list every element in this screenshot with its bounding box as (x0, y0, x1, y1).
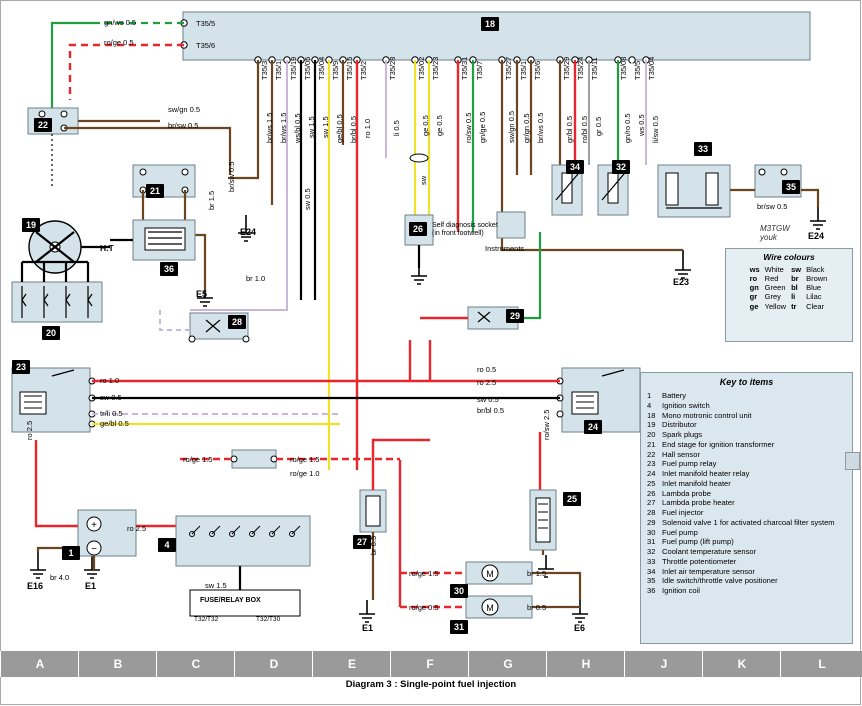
key-to-items-panel (640, 372, 853, 644)
wire-colour-code: br (791, 274, 799, 284)
ecu-terminal-label: T35/19 (289, 56, 298, 80)
wire-colour-name: White (764, 265, 784, 274)
wire-colour-name: Red (764, 274, 779, 284)
component-badge-21: 21 (146, 184, 164, 198)
key-item-number: 18 (647, 410, 656, 420)
component-badge-18: 18 (481, 17, 499, 31)
ecu-terminal-label: T35/29 (562, 56, 571, 80)
key-item-number: 32 (647, 547, 656, 556)
component-badge-31: 31 (450, 620, 468, 634)
ecu-terminal-label: T35/1 (274, 60, 283, 80)
wire-colours-panel (725, 248, 853, 342)
component-badge-22: 22 (34, 118, 52, 132)
key-item-desc: Throttle potentiometer (662, 556, 737, 566)
component-badge-4: 4 (158, 538, 176, 552)
footer-cell-b: B (78, 651, 157, 677)
wire-label: sw 1.5 (205, 581, 227, 590)
wire-label: ge/bl 0.5 (100, 419, 129, 428)
key-item (647, 547, 848, 557)
key-item (647, 489, 848, 499)
component-badge-28: 28 (228, 315, 246, 329)
wire-colour-name: Blue (806, 283, 822, 293)
wire-colour-code: ge (749, 301, 759, 311)
wire-colour-code: bl (791, 283, 798, 293)
key-item-desc: Ignition coil (662, 586, 700, 595)
svg-text:+: + (91, 520, 97, 531)
wire-colour-name: Brown (806, 274, 828, 284)
wire-label: br 4.0 (50, 573, 70, 582)
wire-label: br/sw 0.5 (168, 121, 199, 130)
key-item-desc: Mono motronic control unit (662, 410, 752, 420)
ecu-terminal-label: T35/3 (260, 60, 269, 80)
component-badge-1: 1 (62, 546, 80, 560)
key-item (647, 411, 848, 421)
earth-label: E1 (85, 581, 97, 591)
key-item-desc: Fuel injector (662, 508, 704, 517)
key-item-desc: Battery (662, 391, 687, 400)
key-item (647, 440, 848, 450)
wire-label: sw 1.5 (321, 116, 330, 138)
key-item-number: 36 (647, 586, 656, 595)
wire-label: ro 1.0 (363, 118, 372, 138)
earth-label: E1 (362, 623, 374, 633)
component-badge-32: 32 (612, 160, 630, 174)
wire-label: br 0.5 (527, 603, 547, 612)
key-item-number: 33 (647, 556, 656, 566)
wire-label: sw/gn 0.5 (507, 110, 516, 143)
key-item (647, 498, 848, 508)
wire-colour-code: gr (749, 292, 758, 302)
page-side-tab[interactable] (845, 452, 860, 470)
fuse-relay-box-right-terminal: T32/T30 (256, 616, 281, 623)
footer-cell-j: J (624, 651, 703, 677)
key-item-desc: Inlet manifold heater (662, 478, 731, 488)
key-item-desc: Lambda probe heater (662, 498, 735, 508)
key-item (647, 518, 848, 528)
key-item (647, 528, 848, 538)
footer-cell-f: F (390, 651, 469, 677)
wire-colour-code: sw (791, 265, 802, 274)
wire-colour-code: li (791, 292, 796, 302)
key-item-desc: Fuel pump (662, 527, 698, 537)
key-item (647, 391, 848, 401)
ecu-terminal-label: T35/6 (196, 41, 216, 50)
key-item-number: 20 (647, 430, 656, 439)
wire-colour-code: gn (749, 283, 759, 293)
ecu-terminal-label: T35/5 (633, 60, 642, 80)
wire-label: br/bl 0.5 (477, 406, 505, 415)
footer-cell-h: H (546, 651, 625, 677)
key-item (647, 459, 848, 469)
wire-label: tr/li 0.5 (100, 409, 123, 418)
wire-colour-code: ws (749, 265, 760, 274)
component-badge-20: 20 (42, 326, 60, 340)
component-badge-25: 25 (563, 492, 581, 506)
component-badge-19: 19 (22, 218, 40, 232)
ecu-terminal-label: T35/7 (475, 60, 484, 80)
wire-label: gn/ge 0.5 (478, 111, 487, 143)
wire-label: sw/gn 0.5 (168, 105, 201, 114)
footer-cell-g: G (468, 651, 547, 677)
key-item (647, 508, 848, 518)
wire-colours-title: Wire colours (763, 252, 815, 262)
key-item-number: 31 (647, 537, 656, 547)
ecu-terminal-label: T35/24 (576, 56, 585, 80)
wire-label: ro/ge 1.5 (290, 455, 320, 464)
key-item-number: 1 (647, 391, 652, 400)
key-item-desc: Fuel pump relay (662, 459, 717, 469)
wire-label: gr/bl 0.5 (565, 115, 574, 143)
wire-colour-name: Lilac (806, 292, 822, 302)
component-badge-29: 29 (506, 309, 524, 323)
wire-label: ge 0.5 (421, 115, 430, 136)
wire-label: sw (419, 175, 428, 185)
key-item-desc: Lambda probe (662, 488, 711, 498)
ecu-terminal-label: T35/15 (345, 56, 354, 80)
signature: M3TGW youk (760, 224, 790, 242)
wire-label: ro 2.5 (127, 524, 147, 533)
wire-colour-code: ro (749, 274, 758, 284)
ecu-terminal-label: T35/9 (331, 60, 340, 80)
key-item-number: 21 (647, 439, 656, 449)
key-item-number: 26 (647, 488, 656, 498)
wire-label: sw 0.5 (303, 188, 312, 210)
key-item-desc: Idle switch/throttle valve positioner (662, 576, 778, 586)
wire-label: sw 1.5 (307, 116, 316, 138)
svg-text:M: M (486, 569, 494, 579)
ecu-terminal-label: T35/1 (519, 60, 528, 80)
key-item-desc: Coolant temperature sensor (662, 547, 757, 556)
wire-label: br 1.5 (527, 569, 547, 578)
footer-cell-e: E (312, 651, 391, 677)
wire-label: ws/bl 0.5 (293, 113, 302, 143)
wire-label: br/ws 1.5 (265, 112, 274, 143)
key-item (647, 420, 848, 430)
ecu-terminal-label: T35/08 (619, 56, 628, 80)
key-item (647, 537, 848, 547)
key-item (647, 576, 848, 586)
key-item-desc: Inlet manifold heater relay (662, 469, 750, 478)
ecu-terminal-label: T35/04 (647, 56, 656, 80)
svg-text:M: M (486, 603, 494, 613)
earth-label: E24 (240, 227, 257, 237)
key-item-desc: Spark plugs (662, 430, 703, 439)
key-item-number: 34 (647, 566, 656, 576)
key-item-desc: Ignition switch (662, 400, 710, 410)
component-badge-34: 34 (566, 160, 584, 174)
ecu-terminal-label: T35/02 (417, 56, 426, 80)
key-item-number: 30 (647, 527, 656, 537)
wire-label: ro/bl 0.5 (580, 115, 589, 143)
ecu-terminal-label: T35/11 (590, 57, 599, 80)
wire-label: br/ws 1.5 (279, 112, 288, 143)
wire-label: ro/sw 2.5 (542, 409, 551, 440)
ecu-terminal-label: T35/04 (317, 56, 326, 80)
ecu-terminal-label: T35/2 (359, 60, 368, 80)
key-item-number: 27 (647, 498, 656, 508)
wire-label: ro 2.5 (477, 378, 497, 387)
key-item-number: 35 (647, 576, 656, 586)
wire-label: sw 0.5 (100, 393, 122, 402)
key-item (647, 567, 848, 577)
wire-label: ro/ge 1.0 (290, 469, 320, 478)
wire-label: br/ws 0.5 (536, 112, 545, 143)
footer-cell-c: C (156, 651, 235, 677)
key-item-number: 19 (647, 420, 656, 430)
key-item-number: 4 (647, 400, 652, 410)
key-item-desc: Solenoid valve 1 for activated charcoal filter system (662, 517, 835, 527)
component-badge-35: 35 (782, 180, 800, 194)
wire-colour-name: Black (806, 265, 825, 274)
wire-colour-name: Green (764, 283, 786, 293)
wire-label: li 0.5 (392, 120, 401, 136)
key-item-desc: End stage for ignition transformer (662, 439, 775, 449)
wire-colour-name: Yellow (764, 301, 787, 311)
wire-label: br/bl 0.5 (349, 115, 358, 143)
wire-label: br 1.0 (246, 274, 266, 283)
earth-label: E23 (673, 277, 690, 287)
wire-colour-name: Clear (806, 301, 825, 311)
key-item (647, 479, 848, 489)
key-item (647, 586, 848, 596)
wire-label: gn/ro 0.5 (623, 113, 632, 143)
component-badge-26: 26 (409, 222, 427, 236)
wire-label: br/sw 0.5 (757, 202, 788, 211)
key-item (647, 557, 848, 567)
ecu-terminal-label: T35/5 (196, 19, 216, 28)
key-item-desc: Inlet air temperature sensor (662, 566, 755, 576)
wire-label: li/sw 0.5 (651, 115, 660, 143)
instruments-label: Instruments (485, 244, 525, 253)
key-item-number: 22 (647, 449, 656, 459)
self-diagnosis-note: Self diagnosis socket (in front footwell) (432, 222, 498, 238)
wire-label: br 0.5 (369, 535, 378, 555)
component-badge-36: 36 (160, 262, 178, 276)
component-badge-27: 27 (353, 535, 371, 549)
wire-label: br 1.5 (207, 190, 216, 210)
wire-label: ge 0.5 (435, 115, 444, 136)
wire-label: sw 0.5 (477, 395, 499, 404)
footer-cell-d: D (234, 651, 313, 677)
component-badge-33: 33 (694, 142, 712, 156)
key-item (647, 430, 848, 440)
key-items-list (641, 391, 852, 596)
key-item (647, 450, 848, 460)
key-item-number: 29 (647, 517, 656, 527)
component-badge-23: 23 (12, 360, 30, 374)
key-item-desc: Fuel pump (lift pump) (662, 537, 734, 547)
wire-label: ro 1.0 (100, 376, 120, 385)
wire-label: br/sw 0.5 (227, 161, 236, 192)
earth-label: E6 (574, 623, 586, 633)
key-item (647, 469, 848, 479)
key-item-number: 23 (647, 459, 656, 469)
earth-label: E5 (196, 289, 208, 299)
ht-label: H.T (100, 243, 114, 253)
wire-label: ro/ge 0.5 (409, 603, 439, 612)
ecu-terminal-label: T35/05 (303, 56, 312, 80)
ecu-terminal-label: T35/28 (388, 56, 397, 80)
wire-label: ro/ge 1.5 (183, 455, 213, 464)
wire-label: ro/sw 0.5 (464, 112, 473, 143)
footer-cell-k: K (702, 651, 781, 677)
key-item-desc: Distributor (662, 420, 697, 430)
diagram-caption: Diagram 3 : Single-point fuel injection (345, 679, 517, 690)
ecu-terminal-label: T35/6 (533, 60, 542, 80)
key-item-number: 24 (647, 469, 656, 478)
wire-label: ws 0.5 (637, 114, 646, 136)
wire-label: ro/ge 0.5 (104, 38, 134, 47)
wire-colour-name: Grey (764, 292, 781, 302)
key-item-desc: Hall sensor (662, 449, 700, 459)
wire-label: ro/ge 1.5 (409, 569, 439, 578)
footer-cell-a: A (0, 651, 79, 677)
svg-text:−: − (91, 544, 97, 555)
footer-cell-l: L (780, 651, 862, 677)
key-item-number: 25 (647, 478, 656, 488)
wire-colour-code: tr (791, 301, 797, 311)
fuse-relay-box-left-terminal: T32/T32 (194, 616, 219, 623)
ecu-terminal-label: T35/27 (504, 56, 513, 80)
key-item-number: 28 (647, 508, 656, 517)
earth-label: E24 (808, 231, 825, 241)
ecu-terminal-label: T35/23 (431, 56, 440, 80)
wire-label: ge/bl 0.5 (335, 114, 344, 143)
component-badge-30: 30 (450, 584, 468, 598)
wire-label: gn/ws 0.5 (104, 18, 137, 27)
wire-label: ro 2.5 (25, 420, 34, 440)
key-item (647, 401, 848, 411)
component-badge-24: 24 (584, 420, 602, 434)
key-to-items-title: Key to items (719, 377, 774, 387)
wire-label: gr 0.5 (594, 116, 603, 136)
earth-label: E16 (27, 581, 44, 591)
wire-label: ro 0.5 (477, 365, 497, 374)
fuse-relay-box-title: FUSE/RELAY BOX (200, 597, 261, 604)
wire-label: gr/gn 0.5 (522, 113, 531, 143)
ecu-terminal-label: T35/31 (460, 56, 469, 80)
